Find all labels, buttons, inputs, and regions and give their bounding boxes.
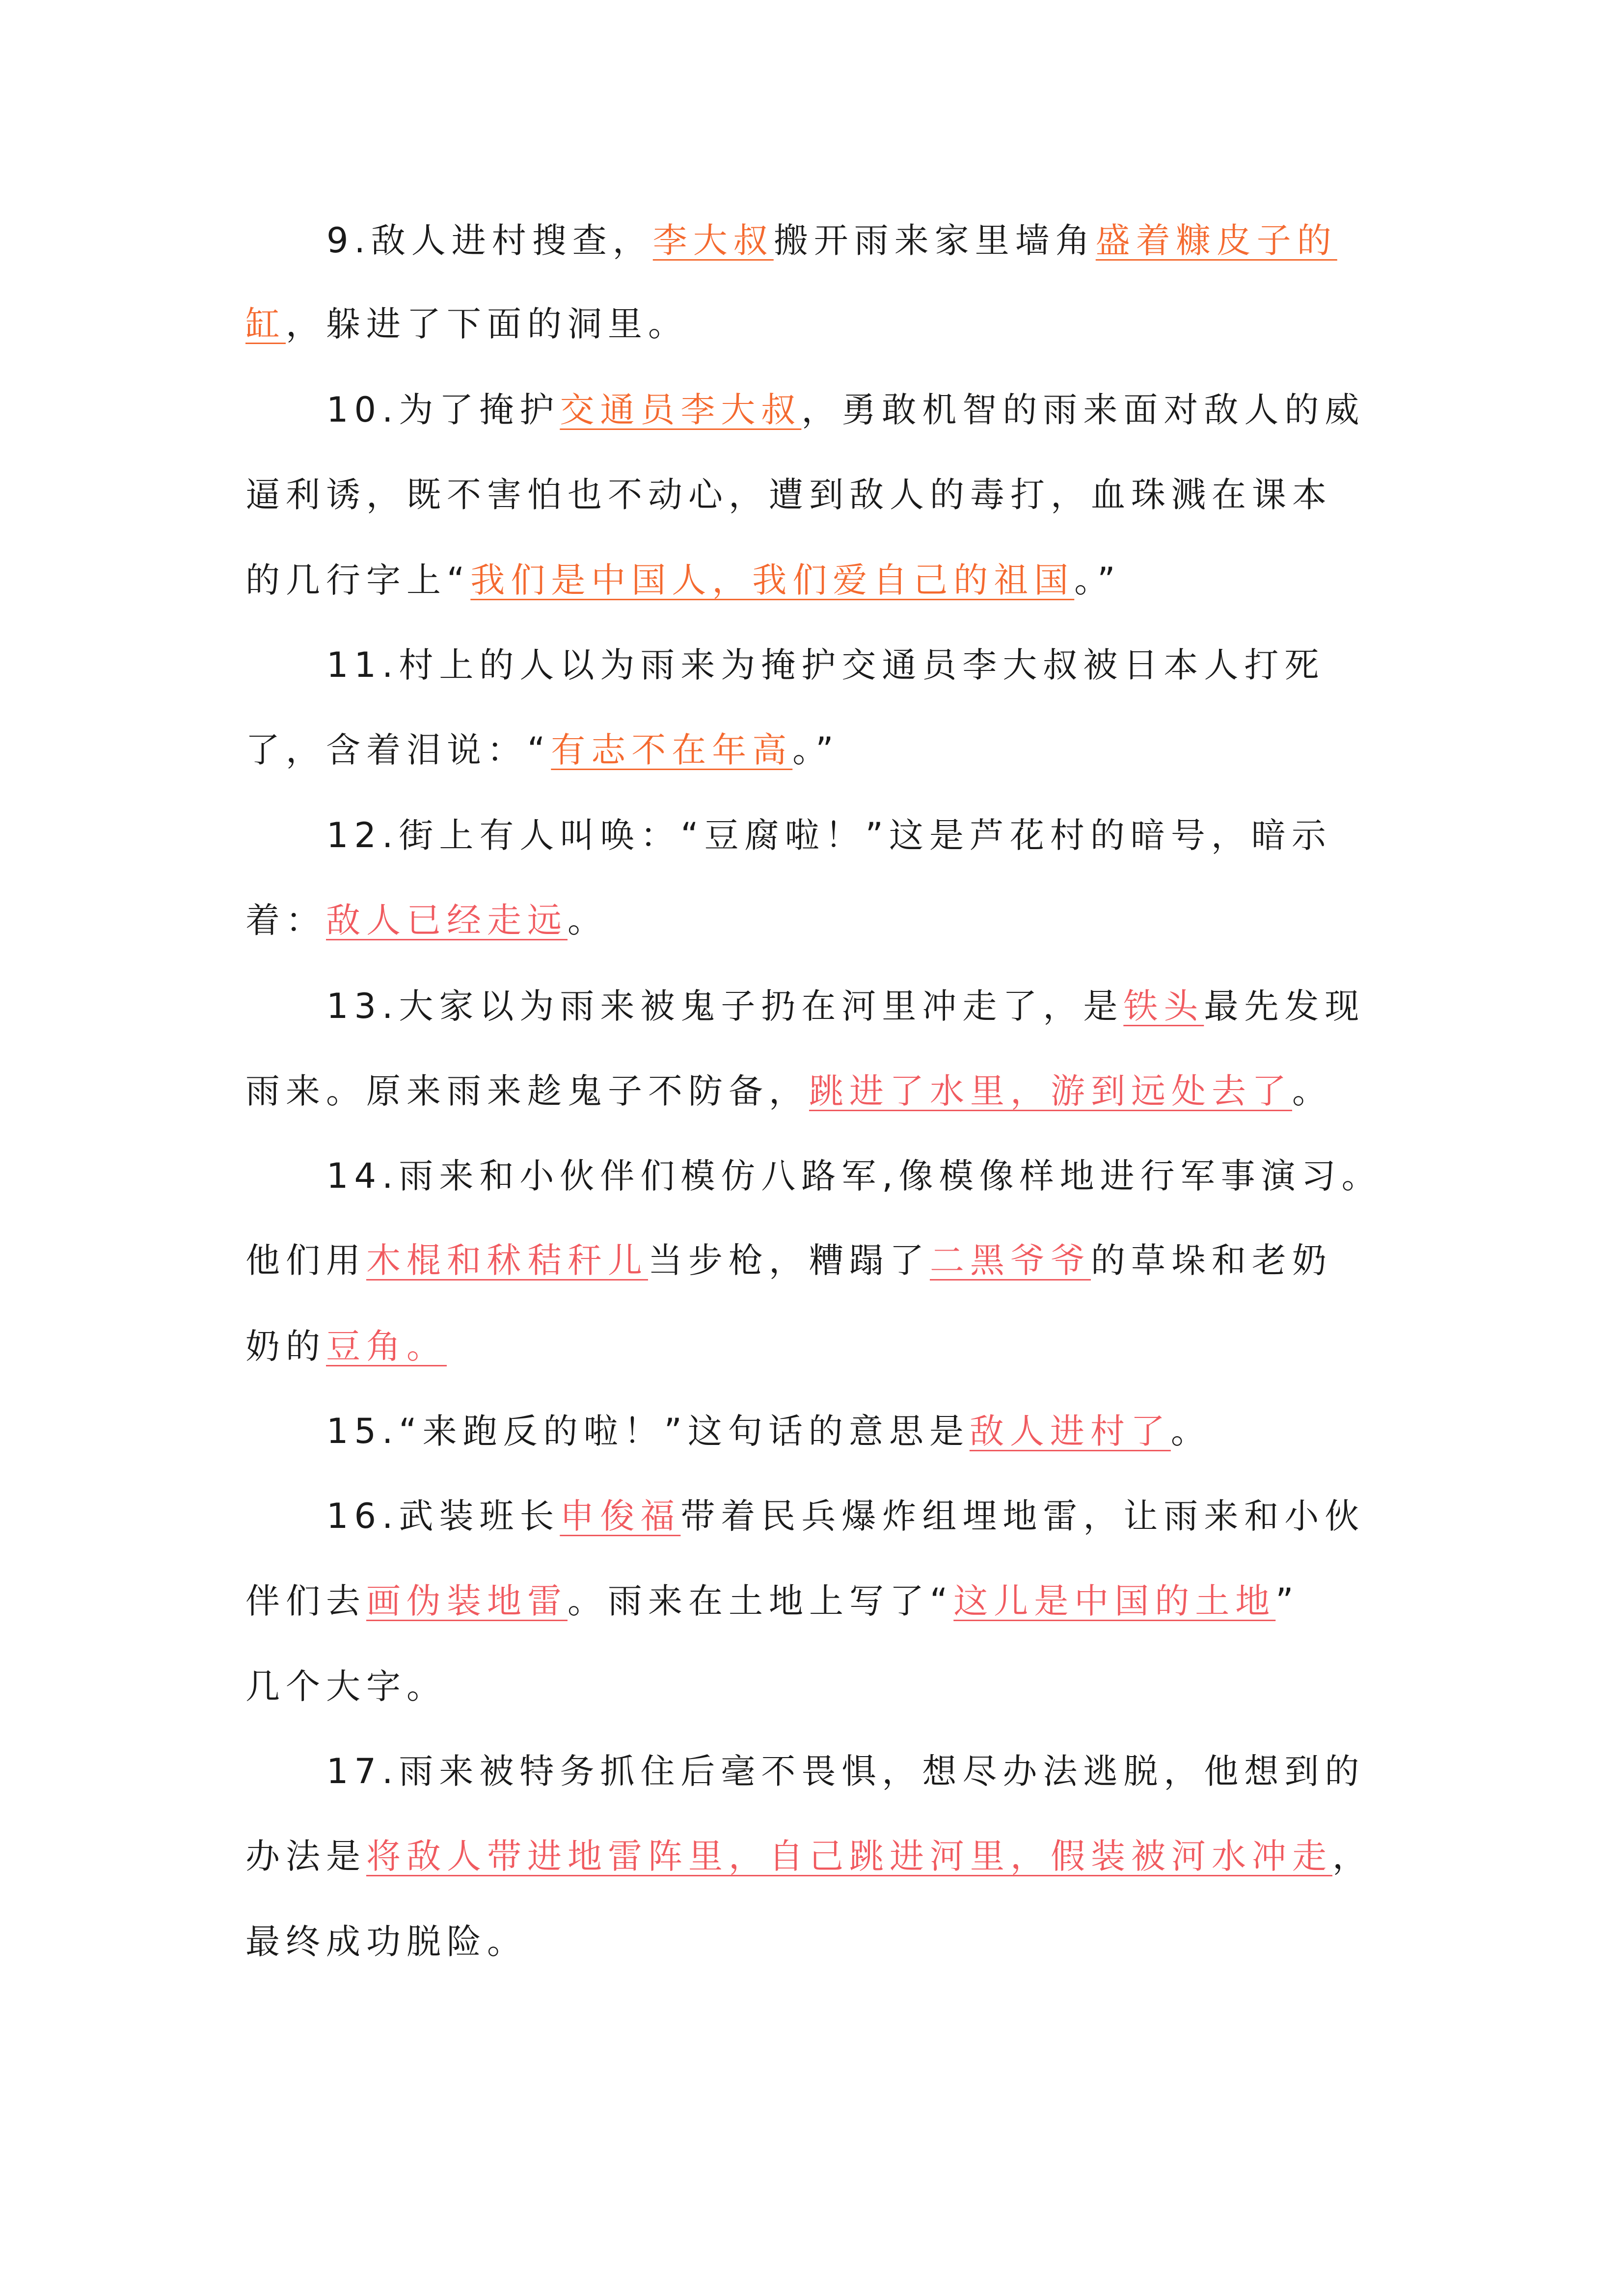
- answer-blank: 李大叔: [652, 220, 774, 261]
- answer-blank: 这儿是中国的土地: [953, 1581, 1276, 1621]
- text: 的几行字上“: [245, 560, 471, 600]
- text: 16.武装班长: [326, 1496, 560, 1536]
- text: 13.大家以为雨来被鬼子扔在河里冲走了，是: [326, 986, 1124, 1026]
- text: 最终成功脱险。: [245, 1922, 527, 1962]
- item-16-line-2: [245, 1576, 1299, 1626]
- text: 10.为了掩护: [326, 390, 560, 430]
- text: 。: [568, 900, 608, 940]
- text: 。”: [1074, 560, 1121, 600]
- answer-blank: 申俊福: [560, 1496, 681, 1536]
- text: 几个大字。: [245, 1666, 447, 1707]
- answer-blank: 画伪装地雷: [366, 1581, 568, 1621]
- answer-blank: 我们是中国人，我们爱自己的祖国: [470, 560, 1075, 600]
- text: 。: [1292, 1071, 1332, 1111]
- item-17-line-2: [245, 1832, 1373, 1881]
- text: 了，含着泪说：“: [245, 730, 551, 770]
- answer-blank: 有志不在年高: [551, 730, 793, 770]
- answer-blank: 豆角。: [326, 1326, 447, 1366]
- text: 当步枪，糟蹋了: [648, 1240, 930, 1281]
- text: 14.雨来和小伙伴们模仿八路军,像模像样地进行军事演习。: [326, 1156, 1382, 1196]
- item-12-line-2: [245, 896, 608, 945]
- answer-blank: 敌人进村了: [969, 1411, 1171, 1451]
- answer-blank: 盛着糠皮子的: [1095, 220, 1337, 261]
- item-11-line-1: [326, 641, 1325, 690]
- text: 伴们去: [245, 1581, 366, 1621]
- item-13-line-2: [245, 1067, 1332, 1116]
- answer-blank: 敌人已经走远: [326, 900, 568, 940]
- text: 办法是: [245, 1836, 366, 1876]
- text: 他们用: [245, 1240, 366, 1281]
- text: ，勇敢机智的雨来面对敌人的威: [801, 390, 1365, 430]
- item-9-line-2: [245, 299, 688, 348]
- item-14-line-2: [245, 1236, 1332, 1285]
- item-10-line-2: [245, 470, 1332, 519]
- item-10-line-1: [326, 385, 1365, 434]
- item-17-line-3: [245, 1917, 527, 1966]
- text: 11.村上的人以为雨来为掩护交通员李大叔被日本人打死: [326, 645, 1325, 685]
- item-12-line-1: [326, 811, 1332, 860]
- text: 带着民兵爆炸组埋地雷，让雨来和小伙: [680, 1496, 1365, 1536]
- text: 。: [1170, 1411, 1211, 1451]
- item-11-line-2: [245, 725, 839, 774]
- text: 着：: [245, 900, 326, 940]
- answer-blank: 铁头: [1123, 986, 1204, 1026]
- answer-blank: 缸: [245, 304, 286, 344]
- text: 。雨来在土地上写了“: [568, 1581, 954, 1621]
- item-15-line-1: [326, 1407, 1211, 1456]
- text: 的草垛和老奶: [1091, 1240, 1332, 1281]
- item-14-line-3: [245, 1322, 447, 1371]
- text: 逼利诱，既不害怕也不动心，遭到敌人的毒打，血珠溅在课本: [245, 475, 1332, 515]
- item-10-line-3: [245, 556, 1121, 605]
- answer-blank: 将敌人带进地雷阵里，自己跳进河里，假装被河水冲走: [366, 1836, 1332, 1876]
- text: 17.雨来被特务抓住后毫不畏惧，想尽办法逃脱，他想到的: [326, 1751, 1365, 1791]
- item-13-line-1: [326, 982, 1365, 1031]
- text: 12.街上有人叫唤：“豆腐啦！”这是芦花村的暗号，暗示: [326, 815, 1332, 855]
- answer-blank: 跳进了水里，游到远处去了: [809, 1071, 1292, 1111]
- answer-blank: 二黑爷爷: [930, 1240, 1091, 1281]
- text: 。”: [792, 730, 839, 770]
- item-14-line-1: [326, 1151, 1382, 1201]
- text: 最先发现: [1204, 986, 1365, 1026]
- item-16-line-1: [326, 1492, 1365, 1541]
- text: 雨来。原来雨来趁鬼子不防备，: [245, 1071, 809, 1111]
- item-17-line-1: [326, 1747, 1365, 1796]
- text: ，躲进了下面的洞里。: [286, 304, 688, 344]
- answer-blank: 木棍和秫秸秆儿: [366, 1240, 648, 1281]
- text: 奶的: [245, 1326, 326, 1366]
- text: ”: [1275, 1581, 1299, 1621]
- text: ，: [1332, 1836, 1373, 1876]
- item-9-line-1: [326, 216, 1337, 265]
- text: 9.敌人进村搜查，: [326, 220, 653, 261]
- item-16-line-3: [245, 1662, 447, 1711]
- text: 搬开雨来家里墙角: [773, 220, 1096, 261]
- text: 15.“来跑反的啦！”这句话的意思是: [326, 1411, 970, 1451]
- answer-blank: 交通员李大叔: [560, 390, 802, 430]
